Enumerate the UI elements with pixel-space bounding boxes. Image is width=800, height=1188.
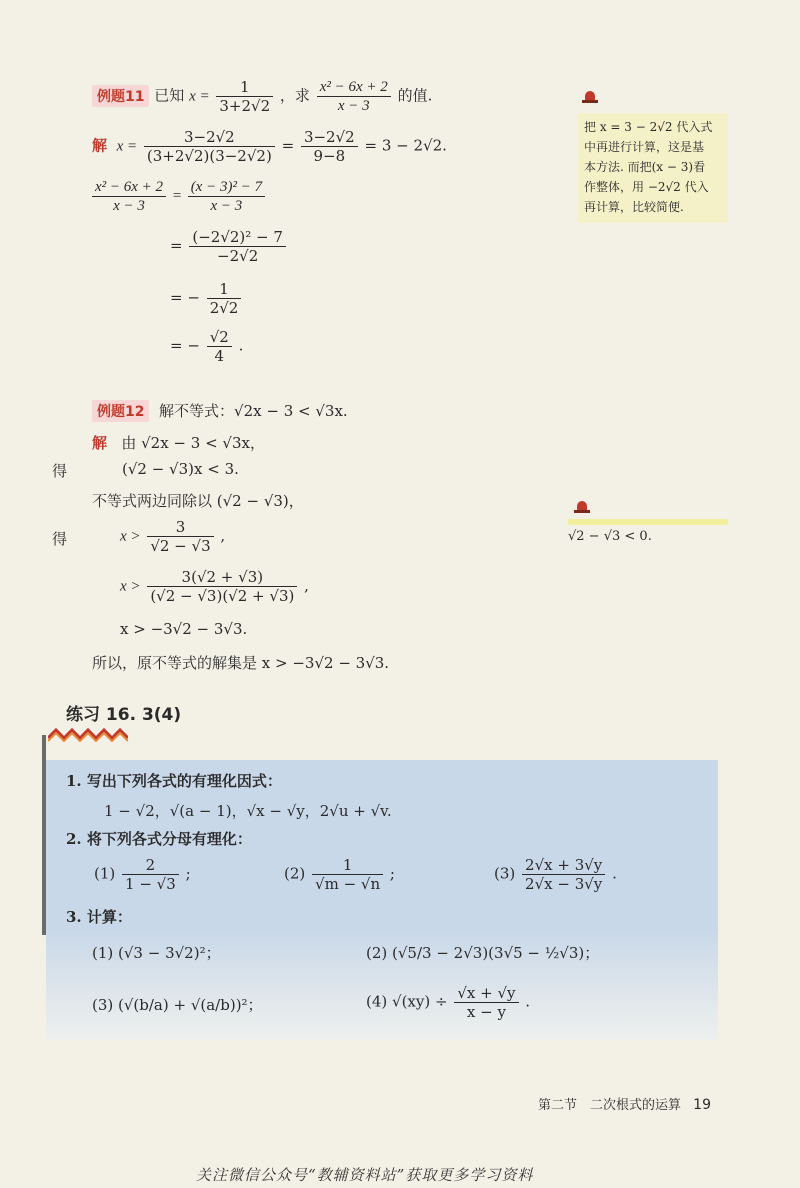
math-fraction (122, 856, 179, 893)
practice-q3-3: (3) (√(b/a) + √(a/b))²； (92, 996, 263, 1014)
ex11-x-eq: x = (189, 88, 210, 105)
frac-den: 1 − √3 (122, 874, 179, 893)
item-label: (1) (94, 864, 116, 883)
item-label: (2) (284, 864, 306, 883)
side-note-2 (568, 498, 728, 544)
math-fraction (144, 128, 275, 165)
ex11-line-3 (170, 228, 288, 265)
math-fraction (207, 328, 232, 365)
ex12-line-4 (120, 518, 225, 555)
note-line: 再计算，比较简便. (584, 200, 684, 214)
ex11-intro: 已知 (154, 86, 185, 105)
lightbulb-icon (582, 89, 598, 103)
ex11-line-5 (170, 328, 243, 365)
ex12-question-text: 解不等式：√2x − 3 < √3x. (159, 402, 348, 420)
watermark: 关注微信公众号“教辅资料站”获取更多学习资料 (196, 1166, 534, 1184)
ex11-line-4 (170, 280, 243, 317)
frac-den: √m − √n (312, 874, 383, 893)
math-fraction (147, 568, 297, 605)
note-line: 本方法. 而把(x − 3)看 (584, 160, 706, 174)
side-note-2-stripe (568, 519, 728, 525)
practice-q1-items: 1 − √2，√(a − 1)，√x − √y，2√u + √v. (104, 802, 392, 820)
math-text: x > (120, 578, 141, 595)
frac-num: √x + √y (457, 984, 516, 1002)
frac-num: x² − 6x + 2 (95, 179, 164, 195)
side-note-1 (578, 88, 728, 223)
math-text: = (281, 136, 295, 155)
math-text: = (170, 236, 183, 255)
math-text: . (525, 992, 531, 1011)
math-text: x = (116, 138, 138, 155)
practice-q2-3 (494, 856, 617, 893)
frac-num: (x − 3)² − 7 (190, 179, 263, 195)
math-text: = 3 − 2√2. (364, 136, 447, 155)
frac-num: 3 (175, 518, 186, 536)
practice-title: 练习 16. 3(4) (66, 705, 182, 725)
ex12-line-1 (92, 432, 265, 453)
math-text: ; (389, 864, 395, 883)
frac-num: √2 (209, 328, 229, 346)
ex11-line-2 (90, 178, 267, 215)
frac-num: x² − 6x + 2 (319, 79, 388, 95)
ex11-line-1 (92, 128, 447, 165)
frac-den: x − 3 (188, 196, 265, 215)
practice-q3: 3. 计算： (66, 908, 132, 926)
frac-den: x − 3 (92, 196, 166, 215)
math-fraction (207, 280, 242, 317)
ex12-line-5 (120, 568, 309, 605)
frac-num: 1 (239, 78, 250, 96)
note-line: 把 x = 3 − 2√2 代入式 (584, 120, 713, 134)
note-line: 中再进行计算，这是基 (584, 140, 705, 154)
math-text: x > (120, 528, 141, 545)
frac-num: 3−2√2 (303, 128, 355, 146)
frac-den: (3+2√2)(3−2√2) (144, 146, 275, 165)
example-12-question (92, 400, 348, 422)
frac-den: 9−8 (301, 146, 358, 165)
practice-q3-4 (366, 984, 530, 1021)
ex11-expr-fraction (317, 78, 391, 115)
frac-num: 1 (342, 856, 353, 874)
math-fraction (92, 178, 166, 215)
frac-den: 3+2√2 (216, 96, 273, 115)
math-fraction (188, 178, 265, 215)
math-text: 由 √2x − 3 < √3x， (121, 434, 265, 452)
ex12-line-2: (√2 − √3)x < 3. (122, 460, 239, 478)
math-fraction (147, 518, 213, 555)
ex12-de-1: 得 (52, 462, 68, 480)
item-label: (3) (494, 864, 516, 883)
practice-q3-1: (1) (√3 − 3√2)²； (92, 944, 221, 962)
frac-num: (−2√2)² − 7 (192, 228, 283, 246)
solve-label: 解 (92, 434, 108, 452)
math-fraction (522, 856, 605, 893)
page-number: 19 (693, 1097, 711, 1113)
frac-num: 3−2√2 (183, 128, 235, 146)
frac-den: (√2 − √3)(√2 + √3) (147, 586, 297, 605)
ex12-de-2: 得 (52, 530, 68, 548)
practice-q2-2 (284, 856, 395, 893)
footer-section (538, 1094, 711, 1113)
ex12-line-7: 所以，原不等式的解集是 x > −3√2 − 3√3. (92, 654, 390, 672)
frac-den: 4 (207, 346, 232, 365)
math-text: . (612, 864, 617, 883)
math-fraction (312, 856, 383, 893)
math-text: (4) √(xy) ÷ (366, 992, 448, 1011)
frac-den: 2√2 (207, 298, 242, 317)
side-note-2-text: √2 − √3 < 0. (568, 529, 652, 544)
ex12-line-6: x > −3√2 − 3√3. (120, 620, 248, 638)
math-text: . (238, 336, 244, 355)
section-title: 第二节 二次根式的运算 (538, 1098, 682, 1113)
frac-den: x − 3 (317, 96, 391, 115)
practice-q3-2: (2) (√5/3 − 2√3)(3√5 − ½√3)； (366, 944, 600, 962)
math-text: = (171, 187, 182, 204)
practice-q1: 1. 写出下列各式的有理化因式： (66, 772, 282, 790)
math-fraction (301, 128, 358, 165)
side-note-1-body (578, 113, 728, 223)
frac-den: x − y (454, 1002, 518, 1021)
ex11-ask: ，求 (279, 86, 310, 105)
example-11-tag: 例题11 (92, 85, 149, 107)
frac-num: 2 (145, 856, 156, 874)
math-fraction (189, 228, 286, 265)
math-text: = − (170, 288, 200, 307)
frac-num: 1 (219, 280, 229, 298)
zigzag-decoration (48, 726, 128, 742)
note-line: 作整体，用 −2√2 代入 (584, 180, 709, 194)
frac-den: 2√x − 3√y (522, 874, 605, 893)
math-text: , (304, 576, 309, 595)
math-text: ; (185, 864, 191, 883)
math-text: , (220, 526, 226, 545)
math-fraction (454, 984, 518, 1021)
frac-den: √2 − √3 (147, 536, 213, 555)
lightbulb-icon (574, 499, 590, 513)
ex11-ask-end: 的值. (397, 86, 433, 105)
ex12-line-3: 不等式两边同除以 (√2 − √3)， (92, 492, 304, 510)
example-11-question (92, 78, 432, 115)
frac-den: −2√2 (189, 246, 286, 265)
solve-label: 解 (92, 136, 108, 155)
example-12-tag: 例题12 (92, 400, 149, 422)
frac-num: 2√x + 3√y (525, 856, 603, 874)
frac-num: 3(√2 + √3) (181, 568, 264, 586)
practice-q2-1 (94, 856, 191, 893)
practice-q2: 2. 将下列各式分母有理化： (66, 830, 252, 848)
math-text: = − (170, 336, 200, 355)
ex11-given-fraction (216, 78, 273, 115)
